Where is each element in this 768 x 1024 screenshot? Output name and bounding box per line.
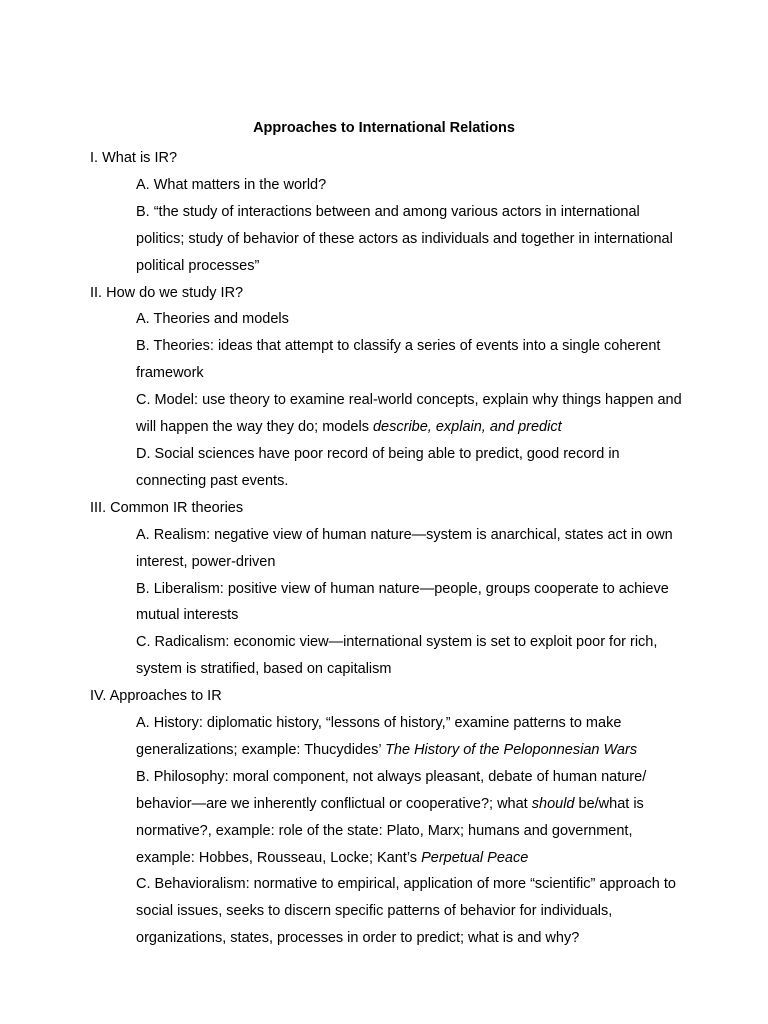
list-item: B. “the study of interactions between and among various actors in international politics; study of behavior of these actors as individuals and together in international political processes” (136, 203, 673, 274)
section-approaches (90, 683, 690, 952)
section-how-study-ir (90, 280, 690, 495)
document-body (90, 145, 690, 952)
section-heading: II. How do we study IR? (90, 284, 244, 301)
list-item: C. Radicalism: economic view—international system is set to exploit poor for rich, system is stratified, based on capitalism (136, 634, 658, 678)
list-item: B. Theories: ideas that attempt to classify a series of events into a single coherent framework (136, 338, 661, 382)
section-common-theories (90, 495, 690, 683)
italic-phrase: should (531, 795, 575, 812)
italic-phrase: Perpetual Peace (421, 849, 529, 866)
list-item: D. Social sciences have poor record of being able to predict, good record in connecting past events. (136, 445, 620, 489)
list-item: A. Theories and models (136, 311, 289, 328)
italic-phrase: describe, explain, and predict (372, 419, 562, 436)
list-item: A. What matters in the world? (136, 176, 327, 193)
section-heading: I. What is IR? (90, 150, 178, 166)
list-item: C. Model: use theory to examine real-world concepts, explain why things happen and will happen the way they do; models describe, explain, and predict (136, 392, 682, 436)
list-item: B. Philosophy: moral component, not always pleasant, debate of human nature/ behavior—are we inherently conflictual or cooperative?; what should be/what is normative?, example: role of the state: Plato, Marx; humans and government, example: Hobbes, Rousseau, Locke; Kant’s Perpetual Peace (136, 768, 647, 866)
section-what-is-ir (90, 145, 690, 280)
list-item: B. Liberalism: positive view of human nature—people, groups cooperate to achieve mutual interests (136, 580, 669, 624)
list-item: A. Realism: negative view of human nature—system is anarchical, states act in own interest, power-driven (136, 526, 673, 570)
italic-phrase: The History of the Peloponnesian Wars (385, 741, 638, 758)
document-title: Approaches to International Relations (253, 120, 515, 136)
section-heading: III. Common IR theories (90, 499, 244, 516)
list-item: C. Behavioralism: normative to empirical, application of more “scientific” approach to social issues, seeks to discern specific patterns of behavior for individuals, organizations, states, processes in order to predict; what is and why? (136, 876, 676, 947)
list-item: A. History: diplomatic history, “lessons of history,” examine patterns to make generalizations; example: Thucydides’ The History of the Peloponnesian Wars (136, 715, 638, 758)
section-heading: IV. Approaches to IR (90, 688, 222, 705)
